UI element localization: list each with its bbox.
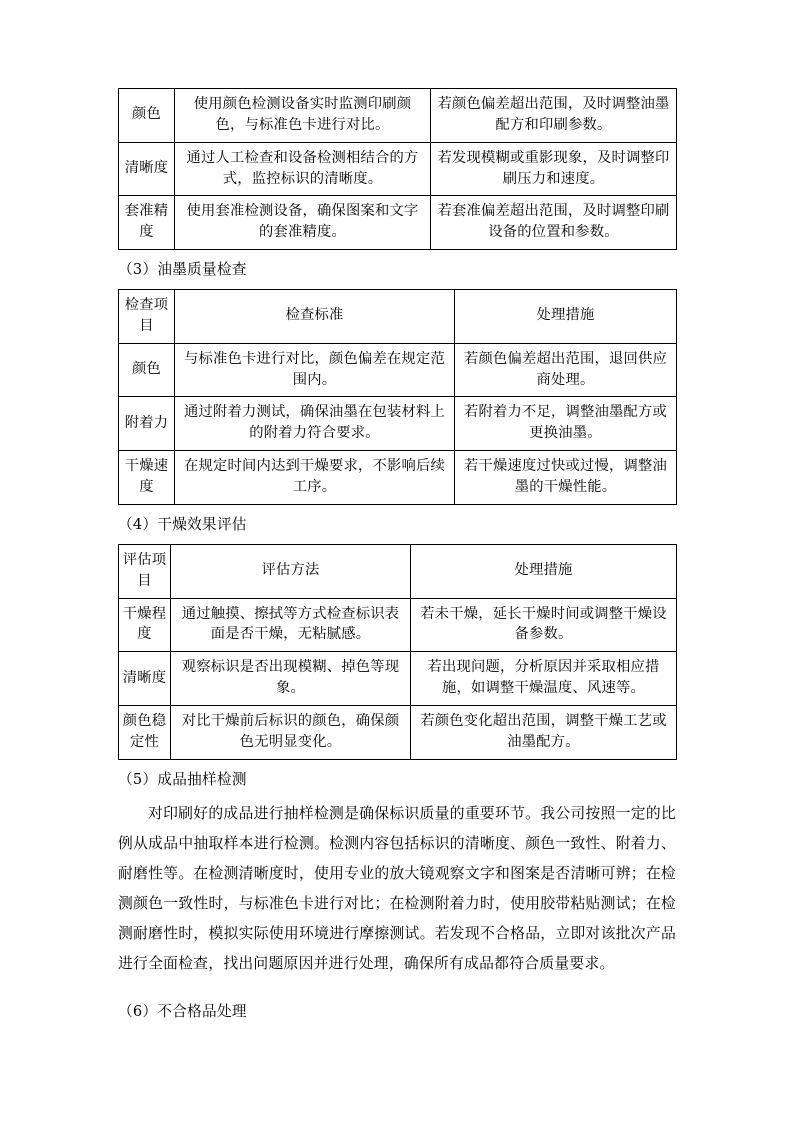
table-row	[119, 89, 677, 143]
table-cell-item: 附着力	[119, 397, 175, 451]
table-cell-item: 颜色	[119, 343, 175, 397]
table-cell-measure: 若附着力不足，调整油墨配方或更换油墨。	[455, 397, 677, 451]
table-cell-item: 颜色稳定性	[119, 705, 171, 759]
table-cell-standard: 在规定时间内达到干燥要求，不影响后续工序。	[175, 451, 455, 505]
ink-quality-table	[118, 289, 677, 505]
paragraph-spacer	[118, 980, 676, 992]
table-row	[119, 196, 677, 250]
table-row	[119, 652, 677, 706]
table-cell-standard: 使用颜色检测设备实时监测印刷颜色，与标准色卡进行对比。	[175, 89, 431, 143]
table-header-measure: 处理措施	[411, 544, 677, 598]
table-row	[119, 598, 677, 652]
table-cell-measure: 若颜色偏差超出范围，退回供应商处理。	[455, 343, 677, 397]
table-cell-measure: 若颜色变化超出范围，调整干燥工艺或油墨配方。	[411, 705, 677, 759]
section-heading-nonconforming-product-handling: （6）不合格品处理	[118, 1002, 247, 1020]
table-header-item: 评估项目	[119, 544, 171, 598]
table-cell-measure: 若未干燥，延长干燥时间或调整干燥设备参数。	[411, 598, 677, 652]
table-row	[119, 397, 677, 451]
table-cell-standard: 对比干燥前后标识的颜色，确保颜色无明显变化。	[171, 705, 411, 759]
print-process-monitoring-table	[118, 88, 677, 250]
table-header-standard: 检查标准	[175, 290, 455, 344]
table-cell-standard: 与标准色卡进行对比，颜色偏差在规定范围内。	[175, 343, 455, 397]
table-row	[119, 451, 677, 505]
table-cell-item: 套准精度	[119, 196, 175, 250]
drying-effect-table	[118, 544, 677, 760]
table-cell-item: 干燥速度	[119, 451, 175, 505]
table-row	[119, 343, 677, 397]
table-cell-standard: 观察标识是否出现模糊、掉色等现象。	[171, 652, 411, 706]
table-cell-item: 清晰度	[119, 652, 171, 706]
section-heading-ink-quality: （3）油墨质量检查	[118, 261, 247, 279]
table-cell-standard: 通过附着力测试，确保油墨在包装材料上的附着力符合要求。	[175, 397, 455, 451]
table-cell-standard: 使用套准检测设备，确保图案和文字的套准精度。	[175, 196, 431, 250]
table-cell-measure: 若套准偏差超出范围，及时调整印刷设备的位置和参数。	[431, 196, 677, 250]
table-cell-measure: 若发现模糊或重影现象，及时调整印刷压力和速度。	[431, 142, 677, 196]
table-cell-item: 干燥程度	[119, 598, 171, 652]
table-header-row	[119, 544, 677, 598]
table-cell-item: 颜色	[119, 89, 175, 143]
table-cell-standard: 通过触摸、擦拭等方式检查标识表面是否干燥，无粘腻感。	[171, 598, 411, 652]
table-cell-item: 清晰度	[119, 142, 175, 196]
table-cell-standard: 通过人工检查和设备检测相结合的方式，监控标识的清晰度。	[175, 142, 431, 196]
table-header-item: 检查项目	[119, 290, 175, 344]
table-cell-measure: 若颜色偏差超出范围，及时调整油墨配方和印刷参数。	[431, 89, 677, 143]
table-cell-measure: 若干燥速度过快或过慢，调整油墨的干燥性能。	[455, 451, 677, 505]
section-heading-finished-product-sampling: （5）成品抽样检测	[118, 770, 247, 788]
section-heading-drying-effect: （4）干燥效果评估	[118, 515, 247, 533]
paragraph-finished-product-sampling: 对印刷好的成品进行抽样检测是确保标识质量的重要环节。我公司按照一定的比例从成品中抽取样本进行检测。检测内容包括标识的清晰度、颜色一致性、附着力、耐磨性等。在检测清晰度时，使用专业的放大镜观察文字和图案是否清晰可辨；在检测颜色一致性时，与标准色卡进行对比；在检测附着力时，使用胶带粘贴测试；在检测耐磨性时，模拟实际使用环境进行摩擦测试。若发现不合格品，立即对该批次产品进行全面检查，找出问题原因并进行处理，确保所有成品都符合质量要求。	[118, 804, 676, 973]
table-header-standard: 评估方法	[171, 544, 411, 598]
document-content	[118, 88, 676, 1031]
table-row	[119, 705, 677, 759]
table-header-row	[119, 290, 677, 344]
table-header-measure: 处理措施	[455, 290, 677, 344]
table-row	[119, 142, 677, 196]
table-cell-measure: 若出现问题，分析原因并采取相应措施，如调整干燥温度、风速等。	[411, 652, 677, 706]
